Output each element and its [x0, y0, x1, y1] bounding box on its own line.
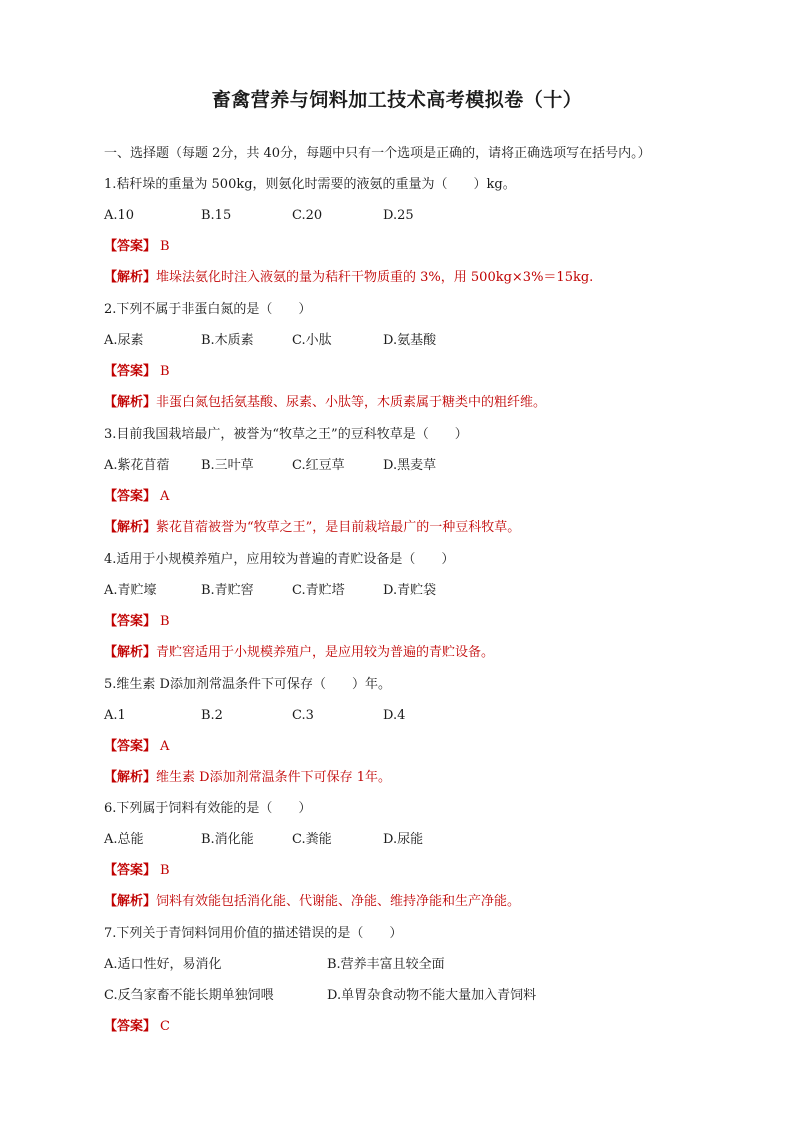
option-c: C.青贮塔 — [292, 583, 345, 598]
explanation-line — [104, 769, 391, 787]
option-b: B.青贮窖 — [201, 583, 254, 598]
option-b: B.消化能 — [201, 832, 254, 847]
explanation-tag: 【解析】 — [104, 270, 157, 285]
answer-line — [104, 238, 170, 256]
explanation-text: 非蛋白氮包括氨基酸、尿素、小肽等，木质素属于糖类中的粗纤维。 — [156, 395, 547, 410]
explanation-tag: 【解析】 — [104, 645, 157, 660]
answer-value: C — [160, 1019, 170, 1034]
option-a: A.尿素 — [104, 333, 144, 348]
explanation-line — [104, 394, 546, 412]
explanation-tag: 【解析】 — [104, 894, 157, 909]
question-stem: 3.目前我国栽培最广，被誉为“牧草之王”的豆科牧草是（ ） — [104, 427, 468, 442]
option-a: A.适口性好，易消化 — [104, 957, 222, 972]
answer-tag: 【答案】 — [104, 239, 157, 254]
answer-line — [104, 862, 170, 880]
answer-tag: 【答案】 — [104, 614, 157, 629]
question-stem: 2.下列不属于非蛋白氮的是（ ） — [104, 302, 312, 317]
explanation-line — [104, 893, 520, 911]
option-d: D.单胃杂食动物不能大量加入青饲料 — [327, 988, 537, 1003]
explanation-text: 青贮窖适用于小规模养殖户，是应用较为普遍的青贮设备。 — [156, 645, 495, 660]
answer-value: B — [160, 863, 170, 878]
option-a: A.总能 — [104, 832, 144, 847]
page-title: 畜禽营养与饲料加工技术高考模拟卷（十） — [211, 89, 583, 111]
explanation-text: 维生素 D添加剂常温条件下可保存 1年。 — [156, 770, 391, 785]
answer-line — [104, 613, 170, 631]
question-stem: 7.下列关于青饲料饲用价值的描述错误的是（ ） — [104, 926, 403, 941]
answer-tag: 【答案】 — [104, 1019, 157, 1034]
option-a: A.1 — [104, 708, 126, 723]
explanation-text: 堆垛法氨化时注入液氨的量为秸秆干物质重的 3%，用 500kg×3%＝15kg. — [156, 270, 594, 285]
option-a: A.青贮壕 — [104, 583, 157, 598]
explanation-tag: 【解析】 — [104, 770, 157, 785]
question-stem: 4.适用于小规模养殖户，应用较为普遍的青贮设备是（ ） — [104, 552, 455, 567]
option-c: C.红豆草 — [292, 458, 345, 473]
option-d: D.黑麦草 — [383, 458, 437, 473]
explanation-tag: 【解析】 — [104, 395, 157, 410]
explanation-text: 饲料有效能包括消化能、代谢能、净能、维持净能和生产净能。 — [156, 894, 521, 909]
answer-tag: 【答案】 — [104, 739, 157, 754]
option-b: B.木质素 — [201, 333, 254, 348]
question-stem: 1.秸秆垛的重量为 500kg，则氨化时需要的液氨的重量为（ ）kg。 — [104, 177, 516, 192]
answer-value: B — [160, 614, 170, 629]
answer-value: B — [160, 364, 170, 379]
option-c: C.小肽 — [292, 333, 332, 348]
explanation-line — [104, 644, 494, 662]
question-stem: 5.维生素 D添加剂常温条件下可保存（ ）年。 — [104, 677, 391, 692]
option-d: D.青贮袋 — [383, 583, 437, 598]
answer-line — [104, 363, 170, 381]
option-b: B.三叶草 — [201, 458, 254, 473]
section-header: 一、选择题（每题 2分，共 40分，每题中只有一个选项是正确的，请将正确选项写在括号内。） — [104, 146, 651, 161]
option-c: C.20 — [292, 208, 323, 223]
option-d: D.尿能 — [383, 832, 424, 847]
option-b: B.15 — [201, 208, 232, 223]
explanation-line — [104, 269, 593, 287]
explanation-tag: 【解析】 — [104, 520, 157, 535]
option-b: B.2 — [201, 708, 223, 723]
answer-tag: 【答案】 — [104, 863, 157, 878]
option-a: A.紫花苜蓿 — [104, 458, 170, 473]
option-d: D.4 — [383, 708, 406, 723]
option-d: D.25 — [383, 208, 414, 223]
answer-value: A — [160, 489, 170, 504]
explanation-line — [104, 519, 520, 537]
answer-value: A — [160, 739, 170, 754]
answer-line — [104, 488, 169, 506]
question-stem: 6.下列属于饲料有效能的是（ ） — [104, 801, 312, 816]
answer-tag: 【答案】 — [104, 364, 157, 379]
answer-line — [104, 738, 169, 756]
answer-value: B — [160, 239, 170, 254]
option-c: C.3 — [292, 708, 314, 723]
answer-line — [104, 1018, 170, 1036]
option-b: B.营养丰富且较全面 — [327, 957, 445, 972]
option-a: A.10 — [104, 208, 135, 223]
option-c: C.粪能 — [292, 832, 332, 847]
explanation-text: 紫花苜蓿被誉为“牧草之王”，是目前栽培最广的一种豆科牧草。 — [156, 520, 521, 535]
option-d: D.氨基酸 — [383, 333, 437, 348]
answer-tag: 【答案】 — [104, 489, 157, 504]
option-c: C.反刍家畜不能长期单独饲喂 — [104, 988, 274, 1003]
